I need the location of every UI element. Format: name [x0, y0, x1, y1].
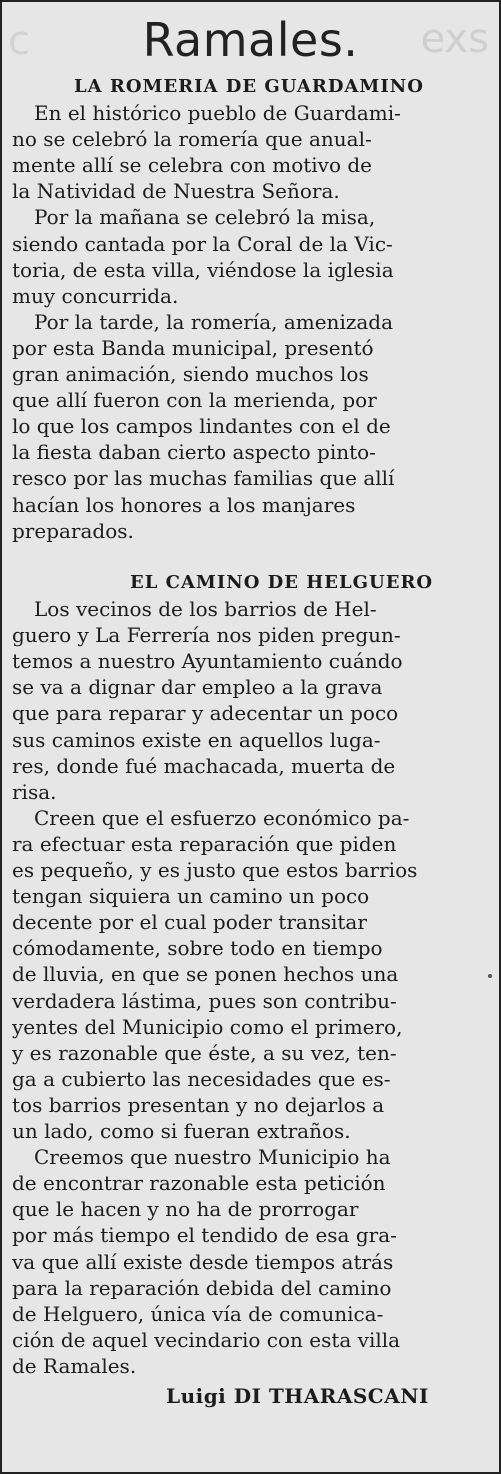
- text-line: un lado, como si fueran extraños.: [12, 1119, 351, 1143]
- section-heading: EL CAMINO DE HELGUERO: [130, 572, 434, 593]
- text-line: verdadera lástima, pues son contribu-: [12, 988, 397, 1013]
- text-line: la Natividad de Nuestra Señora.: [12, 179, 340, 204]
- text-line: la fiesta daban cierto aspecto pinto-: [12, 440, 376, 465]
- article-title: Ramales.: [142, 13, 359, 67]
- text-line: Creen que el esfuerzo económico pa-: [34, 805, 410, 830]
- text-line: res, donde fué machacada, muerta de: [12, 753, 396, 778]
- text-line: mente allí se celebra con motivo de: [12, 153, 373, 178]
- text-line: ga a cubierto las necesidades que es-: [12, 1066, 391, 1091]
- text-line: ra efectuar esta reparación que piden: [12, 831, 397, 856]
- text-line: de Helguero, única vía de comunica-: [12, 1301, 384, 1326]
- text-line: En el histórico pueblo de Guardami-: [34, 101, 401, 125]
- text-line: cómodamente, sobre todo en tiempo: [12, 936, 383, 961]
- text-line: tengan siquiera un camino un poco: [12, 884, 370, 909]
- text-line: de lluvia, en que se ponen hechos una: [12, 962, 399, 987]
- print-speck: [488, 974, 492, 978]
- text-line: resco por las muchas familias que allí: [12, 466, 395, 491]
- text-line: Los vecinos de los barrios de Hel-: [34, 597, 377, 621]
- author-signature: Luigi DI THARASCANI: [166, 1384, 429, 1408]
- text-line: tos barrios presentan y no dejarlos a: [12, 1092, 385, 1117]
- text-line: sus caminos existe en aquellos luga-: [12, 727, 381, 752]
- text-line: va que allí existe desde tiempos atrás: [12, 1249, 394, 1274]
- text-line: lo que los campos lindantes con el de: [12, 414, 391, 439]
- text-line: guero y La Ferrería nos piden pregun-: [12, 623, 401, 648]
- text-line: Creemos que nuestro Municipio ha: [34, 1145, 391, 1170]
- text-line: toria, de esta villa, viéndose la iglesia: [12, 257, 394, 282]
- text-line: risa.: [12, 779, 57, 804]
- bleed-through-left: c: [8, 18, 30, 64]
- section-heading: LA ROMERIA DE GUARDAMINO: [74, 76, 424, 97]
- text-line: gran animación, siendo muchos los: [12, 362, 369, 386]
- text-line: que allí fueron con la merienda, por: [12, 388, 377, 413]
- bleed-through-right: exs: [420, 16, 489, 62]
- text-line: yentes del Municipio como el primero,: [12, 1014, 403, 1039]
- text-line: y es razonable que éste, a su vez, ten-: [12, 1040, 397, 1065]
- text-line: que para reparar y adecentar un poco: [12, 701, 399, 726]
- text-line: para la reparación debida del camino: [12, 1275, 392, 1300]
- text-line: se va a dignar dar empleo a la grava: [12, 675, 383, 700]
- text-line: preparados.: [12, 518, 134, 543]
- text-line: es pequeño, y es justo que estos barrios: [12, 858, 418, 882]
- text-line: Por la mañana se celebró la misa,: [34, 205, 376, 230]
- text-line: hacían los honores a los manjares: [12, 492, 356, 517]
- text-line: por más tiempo el tendido de esa gra-: [12, 1223, 397, 1248]
- text-line: muy concurrida.: [12, 283, 179, 308]
- text-line: por esta Banda municipal, presentó: [12, 335, 374, 360]
- text-line: de Ramales.: [12, 1353, 137, 1378]
- text-line: siendo cantada por la Coral de la Vic-: [12, 231, 393, 256]
- text-line: de encontrar razonable esta petición: [12, 1171, 386, 1196]
- text-line: ción de aquel vecindario con esta villa: [12, 1327, 401, 1352]
- text-line: decente por el cual poder transitar: [12, 910, 367, 935]
- text-line: que le hacen y no ha de prorrogar: [12, 1197, 359, 1222]
- text-line: Por la tarde, la romería, amenizada: [34, 309, 394, 334]
- text-line: no se celebró la romería que anual-: [12, 127, 372, 152]
- text-line: temos a nuestro Ayuntamiento cuándo: [12, 649, 403, 674]
